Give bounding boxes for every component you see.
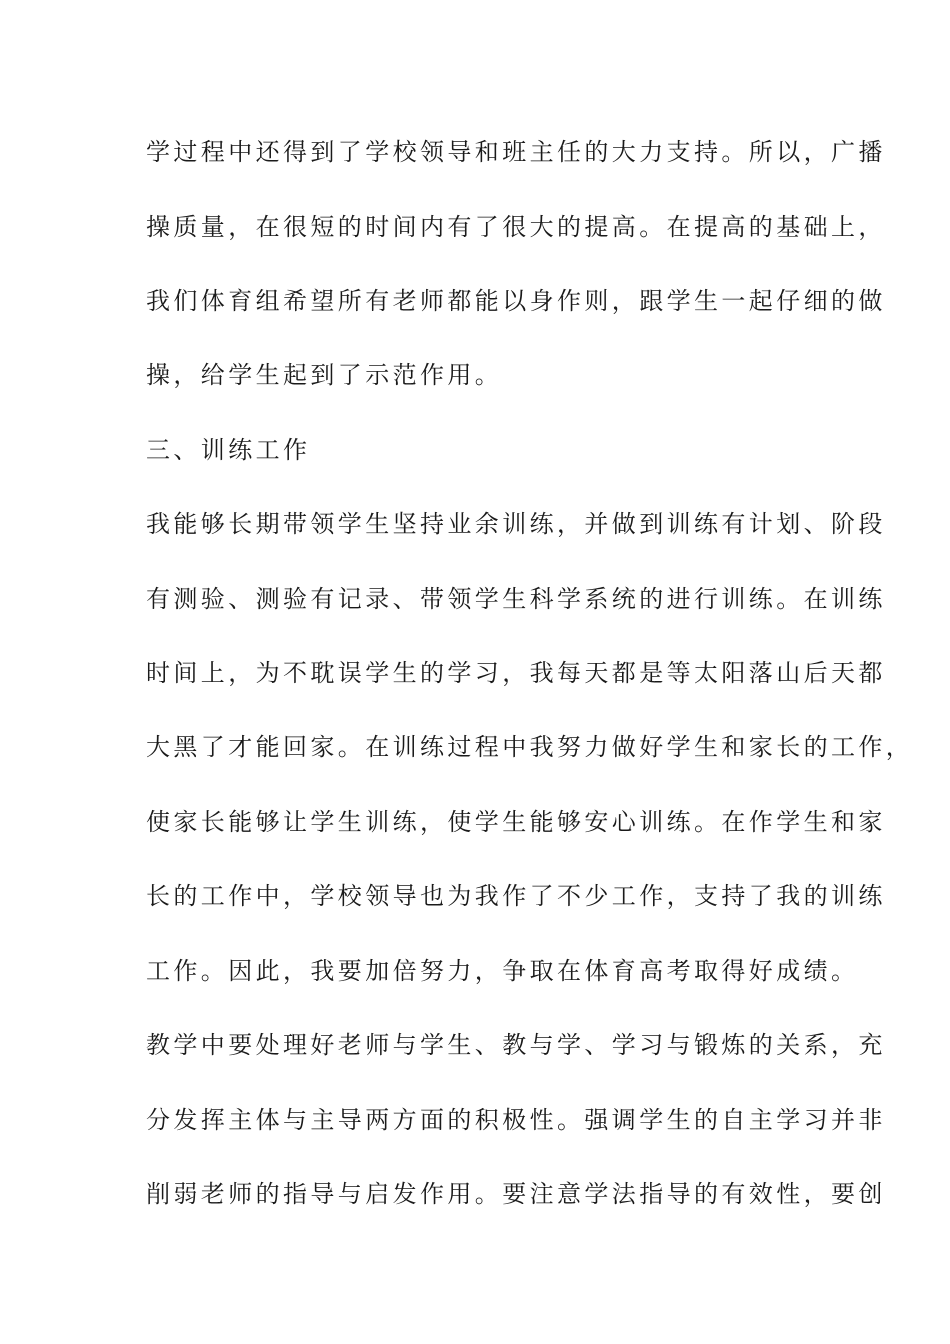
text-line: 我们体育组希望所有老师都能以身作则，跟学生一起仔细的做 bbox=[146, 287, 886, 315]
text-line: 大黑了才能回家。在训练过程中我努力做好学生和家长的工作， bbox=[146, 733, 914, 761]
text-line: 我能够长期带领学生坚持业余训练，并做到训练有计划、阶段 bbox=[146, 510, 886, 538]
text-line: 操，给学生起到了示范作用。 bbox=[146, 361, 503, 389]
text-line: 时间上，为不耽误学生的学习，我每天都是等太阳落山后天都 bbox=[146, 659, 886, 687]
text-line: 教学中要处理好老师与学生、教与学、学习与锻炼的关系，充 bbox=[146, 1031, 886, 1059]
text-line: 学过程中还得到了学校领导和班主任的大力支持。所以，广播 bbox=[146, 138, 886, 166]
text-line: 长的工作中，学校领导也为我作了不少工作，支持了我的训练 bbox=[146, 882, 886, 910]
text-line: 工作。因此，我要加倍努力，争取在体育高考取得好成绩。 bbox=[146, 957, 859, 985]
section-heading: 三、训练工作 bbox=[146, 436, 311, 464]
text-line: 有测验、测验有记录、带领学生科学系统的进行训练。在训练 bbox=[146, 585, 886, 613]
text-line: 削弱老师的指导与启发作用。要注意学法指导的有效性，要创 bbox=[146, 1180, 886, 1208]
text-line: 操质量，在很短的时间内有了很大的提高。在提高的基础上， bbox=[146, 213, 886, 241]
text-line: 分发挥主体与主导两方面的积极性。强调学生的自主学习并非 bbox=[146, 1106, 886, 1134]
text-line: 使家长能够让学生训练，使学生能够安心训练。在作学生和家 bbox=[146, 808, 886, 836]
